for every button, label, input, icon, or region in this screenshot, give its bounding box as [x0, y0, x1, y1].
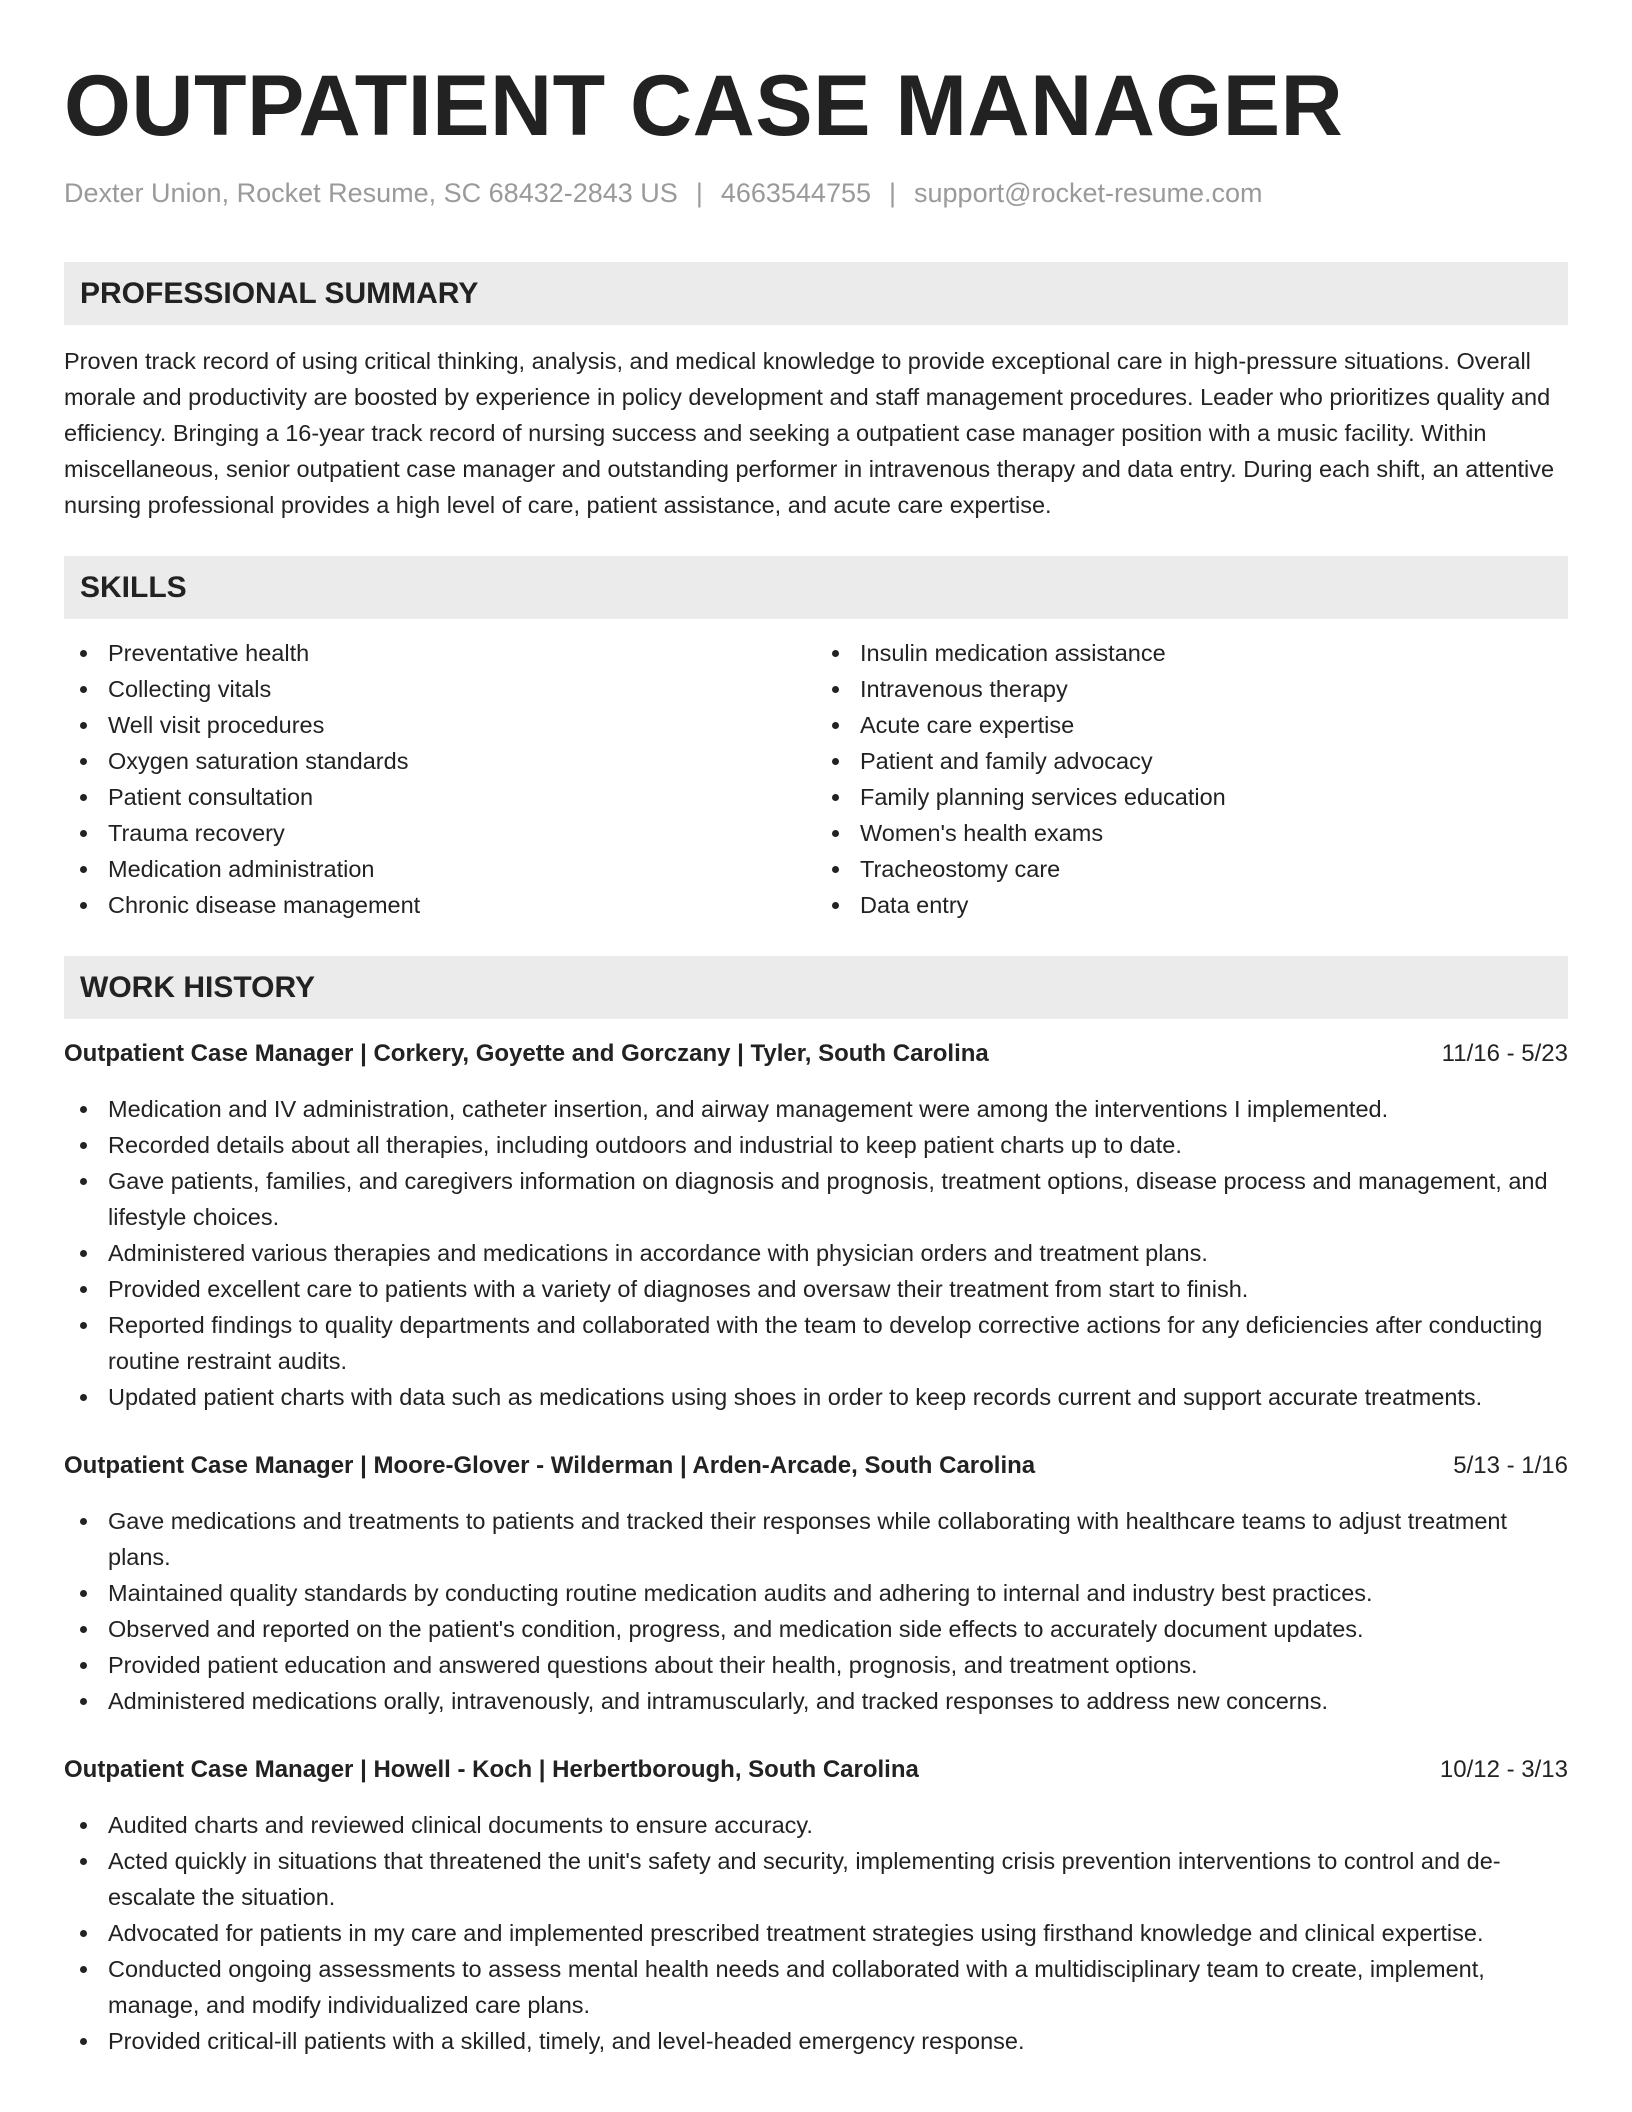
skill-item: Collecting vitals — [64, 671, 816, 707]
skill-item: Patient consultation — [64, 779, 816, 815]
skill-item: Trauma recovery — [64, 815, 816, 851]
section-header-skills: SKILLS — [64, 556, 1568, 619]
job-dates: 11/16 - 5/23 — [1441, 1040, 1568, 1067]
skills-list-right — [816, 635, 1568, 923]
job-bullet: Updated patient charts with data such as medications using shoes in order to keep records current and support accurate treatments. — [64, 1379, 1568, 1415]
section-header-work-history: WORK HISTORY — [64, 956, 1568, 1019]
job-bullets — [64, 1503, 1568, 1719]
job-dates: 10/12 - 3/13 — [1439, 1756, 1568, 1783]
skill-item: Intravenous therapy — [816, 671, 1568, 707]
job-title-row — [64, 1449, 1568, 1483]
job-bullets — [64, 1091, 1568, 1415]
job-bullet: Advocated for patients in my care and implemented prescribed treatment strategies using firsthand knowledge and clinical expertise. — [64, 1915, 1568, 1951]
summary-text: Proven track record of using critical thinking, analysis, and medical knowledge to provide exceptional care in high-pressure situations. Overall morale and productivity are boosted by experience in policy development and staff management procedures. Leader who prioritizes quality and efficiency. Bringing a 16-year track record of nursing success and seeking a outpatient case manager position with a music facility. Within miscellaneous, senior outpatient case manager and outstanding performer in intravenous therapy and data entry. During each shift, an attentive nursing professional provides a high level of care, patient assistance, and acute care expertise. — [64, 348, 1555, 518]
contact-separator: | — [695, 178, 703, 208]
job-bullet: Reported findings to quality departments and collaborated with the team to develop corrective actions for any deficiencies after conducting routine restraint audits. — [64, 1307, 1568, 1379]
contact-separator: | — [889, 178, 897, 208]
skill-item: Women's health exams — [816, 815, 1568, 851]
skill-item: Oxygen saturation standards — [64, 743, 816, 779]
work-history-list — [64, 1037, 1568, 2059]
job-bullet: Gave medications and treatments to patients and tracked their responses while collaborating with healthcare teams to adjust treatment plans. — [64, 1503, 1568, 1575]
job-bullet: Gave patients, families, and caregivers information on diagnosis and prognosis, treatment options, disease process and management, and lifestyle choices. — [64, 1163, 1568, 1235]
job-bullet: Administered medications orally, intravenously, and intramuscularly, and tracked responses to address new concerns. — [64, 1683, 1568, 1719]
skill-item: Acute care expertise — [816, 707, 1568, 743]
job-bullet: Medication and IV administration, catheter insertion, and airway management were among the interventions I implemented. — [64, 1091, 1568, 1127]
job-bullet: Acted quickly in situations that threatened the unit's safety and security, implementing crisis prevention interventions to control and de-escalate the situation. — [64, 1843, 1568, 1915]
skill-item: Medication administration — [64, 851, 816, 887]
skills-list-left — [64, 635, 816, 923]
job-bullet: Observed and reported on the patient's condition, progress, and medication side effects to accurately document updates. — [64, 1611, 1568, 1647]
job-bullet: Provided critical-ill patients with a skilled, timely, and level-headed emergency response. — [64, 2023, 1568, 2059]
skill-item: Well visit procedures — [64, 707, 816, 743]
skills-grid — [64, 635, 1568, 923]
job-title: Outpatient Case Manager | Howell - Koch | Herbertborough, South Carolina — [64, 1756, 919, 1783]
job-title-row — [64, 1037, 1568, 1071]
job-title: Outpatient Case Manager | Moore-Glover - Wilderman | Arden-Arcade, South Carolina — [64, 1452, 1036, 1479]
job-bullet: Maintained quality standards by conducting routine medication audits and adhering to internal and industry best practices. — [64, 1575, 1568, 1611]
job-title: Outpatient Case Manager | Corkery, Goyette and Gorczany | Tyler, South Carolina — [64, 1040, 989, 1067]
job-bullet: Administered various therapies and medications in accordance with physician orders and treatment plans. — [64, 1235, 1568, 1271]
contact-line — [64, 176, 1568, 210]
job-entry — [64, 1037, 1568, 1415]
job-bullet: Provided excellent care to patients with a variety of diagnoses and oversaw their treatment from start to finish. — [64, 1271, 1568, 1307]
skill-item: Patient and family advocacy — [816, 743, 1568, 779]
skill-item: Preventative health — [64, 635, 816, 671]
job-bullet: Conducted ongoing assessments to assess mental health needs and collaborated with a multidisciplinary team to create, implement, manage, and modify individualized care plans. — [64, 1951, 1568, 2023]
skill-item: Tracheostomy care — [816, 851, 1568, 887]
job-bullets — [64, 1807, 1568, 2059]
job-bullet: Recorded details about all therapies, including outdoors and industrial to keep patient charts up to date. — [64, 1127, 1568, 1163]
resume-name: OUTPATIENT CASE MANAGER — [64, 58, 1344, 154]
contact-address: Dexter Union, Rocket Resume, SC 68432-2843 US — [64, 178, 678, 208]
job-title-row — [64, 1753, 1568, 1787]
job-bullet: Provided patient education and answered questions about their health, prognosis, and treatment options. — [64, 1647, 1568, 1683]
skill-item: Insulin medication assistance — [816, 635, 1568, 671]
contact-phone: 4663544755 — [720, 178, 871, 208]
job-dates: 5/13 - 1/16 — [1453, 1452, 1568, 1479]
skill-item: Data entry — [816, 887, 1568, 923]
job-entry — [64, 1753, 1568, 2059]
section-header-summary: PROFESSIONAL SUMMARY — [64, 262, 1568, 325]
skill-item: Chronic disease management — [64, 887, 816, 923]
skill-item: Family planning services education — [816, 779, 1568, 815]
contact-email: support@rocket-resume.com — [914, 178, 1263, 208]
job-bullet: Audited charts and reviewed clinical documents to ensure accuracy. — [64, 1807, 1568, 1843]
job-entry — [64, 1449, 1568, 1719]
